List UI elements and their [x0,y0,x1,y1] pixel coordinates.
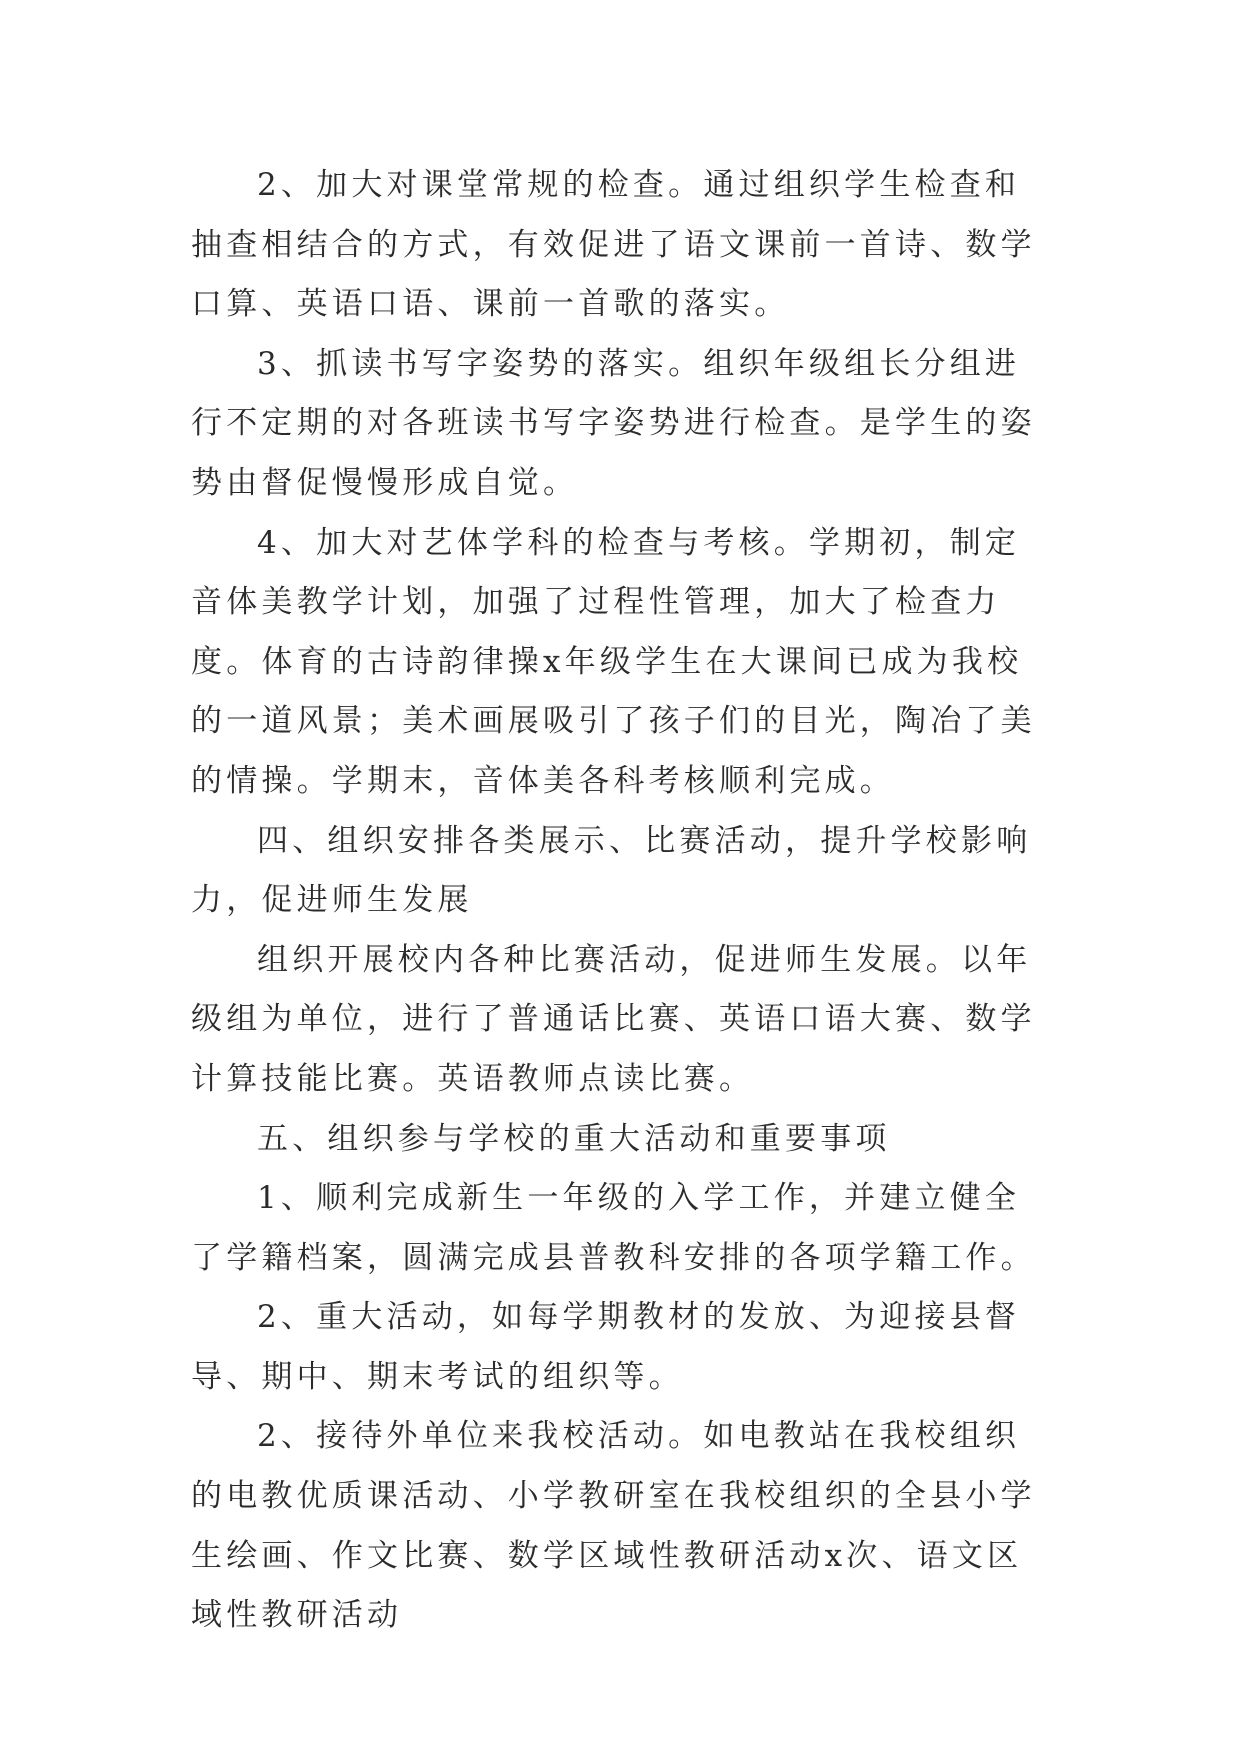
paragraph-classroom-routine-check: 2、加大对课堂常规的检查。通过组织学生检查和抽查相结合的方式，有效促进了语文课前一首诗、数学口算、英语口语、课前一首歌的落实。 [191,167,1036,323]
paragraph-major-events: 2、重大活动，如每学期教材的发放、为迎接县督导、期中、期末考试的组织等。 [191,1299,1021,1395]
paragraph-arts-sports-assessment: 4、加大对艺体学科的检查与考核。学期初，制定音体美教学计划，加强了过程性管理，加大了检查力度。体育的古诗韵律操x年级学生在大课间已成为我校的一道风景；美术画展吸引了孩子们的目光，陶冶了美的情操。学期末，音体美各科考核顺利完成。 [191,524,1036,799]
section-heading-competitions: 四、组织安排各类展示、比赛活动，提升学校影响力，促进师生发展 [191,822,1032,919]
paragraph-school-competitions: 组织开展校内各种比赛活动，促进师生发展。以年级组为单位，进行了普通话比赛、英语口语大赛、数学计算技能比赛。英语教师点读比赛。 [191,941,1036,1097]
document-body [191,156,1051,1646]
paragraph-hosting-external-activities: 2、接待外单位来我校活动。如电教站在我校组织的电教优质课活动、小学教研室在我校组织的全县小学生绘画、作文比赛、数学区域性教研活动x次、语文区域性教研活动 [191,1418,1036,1634]
paragraph-reading-writing-posture: 3、抓读书写字姿势的落实。组织年级组长分组进行不定期的对各班读书写字姿势进行检查。是学生的姿势由督促慢慢形成自觉。 [191,345,1036,501]
paragraph-enrollment-work: 1、顺利完成新生一年级的入学工作，并建立健全了学籍档案，圆满完成县普教科安排的各项学籍工作。 [191,1180,1036,1276]
section-heading-major-activities: 五、组织参与学校的重大活动和重要事项 [257,1120,891,1157]
